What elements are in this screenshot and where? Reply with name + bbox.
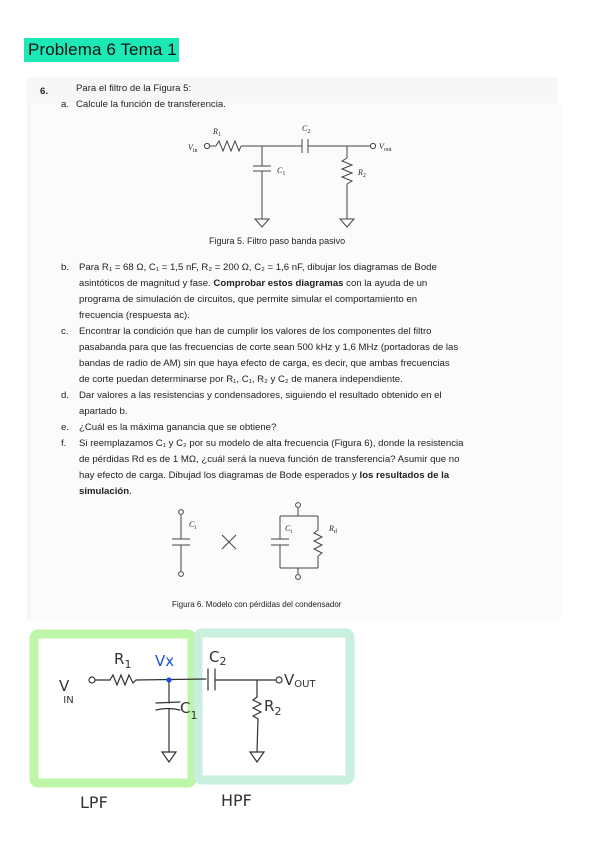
figure-5-caption: Figura 5. Filtro paso banda pasivo	[209, 236, 346, 246]
item-e-text: ¿Cuál es la máxima ganancia que se obtiene?	[79, 422, 277, 433]
item-f-text: Si reemplazamos C₁ y C₂ por su modelo de alta frecuencia (Figura 6), donde la resistencia de pérdidas Rd es de 1 MΩ, ¿cuál será la nueva función de transferencia? Asumir que no hay efecto de carga. Dibujad los diagramas de Bode esperados y los resultados de la simulación.	[79, 438, 464, 497]
hand-vx-label: Vx	[155, 652, 175, 670]
item-f-letter: f.	[61, 438, 67, 449]
ground-icon	[162, 752, 176, 762]
question-number: 6.	[40, 86, 49, 97]
item-a-letter: a.	[61, 99, 70, 110]
item-a-text: Calcule la función de transferencia.	[76, 99, 226, 110]
item-d-text: Dar valores a las resistencias y condensadores, siguiendo el resultado obtenido en el apartado b.	[79, 390, 442, 417]
question-intro: Para el filtro de la Figura 5:	[76, 83, 192, 94]
fig5-vin-label: $V_{in}$	[188, 143, 198, 154]
fig5-r2-label: $R_2$	[358, 168, 366, 179]
lpf-label: LPF	[80, 793, 108, 812]
fig5-c1-label: $C_1$	[277, 166, 286, 177]
figure-6-caption: Figura 6. Modelo con pérdidas del condensador	[172, 600, 342, 609]
hand-r2-resistor	[253, 697, 261, 719]
hand-r1-resistor	[110, 675, 136, 685]
hand-r2-label: $R_2$	[264, 697, 282, 718]
hand-vin-terminal	[89, 677, 95, 683]
item-d-letter: d.	[61, 390, 70, 401]
fig6-rd-label: $R_d$	[329, 524, 337, 535]
hand-c1-label: $C_1$	[180, 699, 198, 722]
item-c-letter: c.	[61, 326, 69, 337]
item-b-letter: b.	[61, 262, 70, 273]
item-c-text: Encontrar la condición que han de cumplir los valores de los componentes del filtro pasabanda para que las frecuencias de corte sean 500 kHz y 1,6 MHz (portadoras de las bandas de radio de AM) sin que haya efecto de carga, es decir, que ambas frecuencias de corte puedan determinarse por R₁, C₁, R₂ y C₂ de manera independiente.	[79, 326, 459, 385]
page-title: Problema 6 Tema 1	[28, 40, 177, 59]
hand-r1-label: $R_1$	[114, 650, 132, 671]
fig5-c2-label: $C_2$	[302, 124, 311, 135]
ground-icon	[250, 752, 264, 762]
hand-vout-terminal	[276, 677, 282, 683]
fig5-r1-label: $R_1$	[213, 127, 221, 138]
fig6-ci-left-label: $C_i$	[189, 520, 197, 531]
item-e-letter: e.	[61, 422, 70, 433]
hpf-label: HPF	[221, 791, 252, 810]
hand-c1-capacitor	[156, 702, 180, 703]
fig6-ci-right-label: $C_i$	[285, 524, 293, 535]
hand-c2-label: $C_2$	[209, 648, 227, 668]
hand-vout-label: VOUT	[284, 671, 316, 690]
fig5-vout-label: $V_{out}$	[379, 142, 392, 153]
hand-vin-label: V IN	[59, 677, 74, 706]
vx-node	[166, 677, 171, 682]
item-b-text: Para R₁ = 68 Ω, C₁ = 1,5 nF, R₂ = 200 Ω, C₂ = 1,6 nF, dibujar los diagramas de Bode asintóticos de magnitud y fase. Comprobar estos diagramas con la ayuda de un programa de simulación de circuitos, que permite simular el comportamiento en frecuencia (respuesta ac).	[79, 262, 437, 321]
